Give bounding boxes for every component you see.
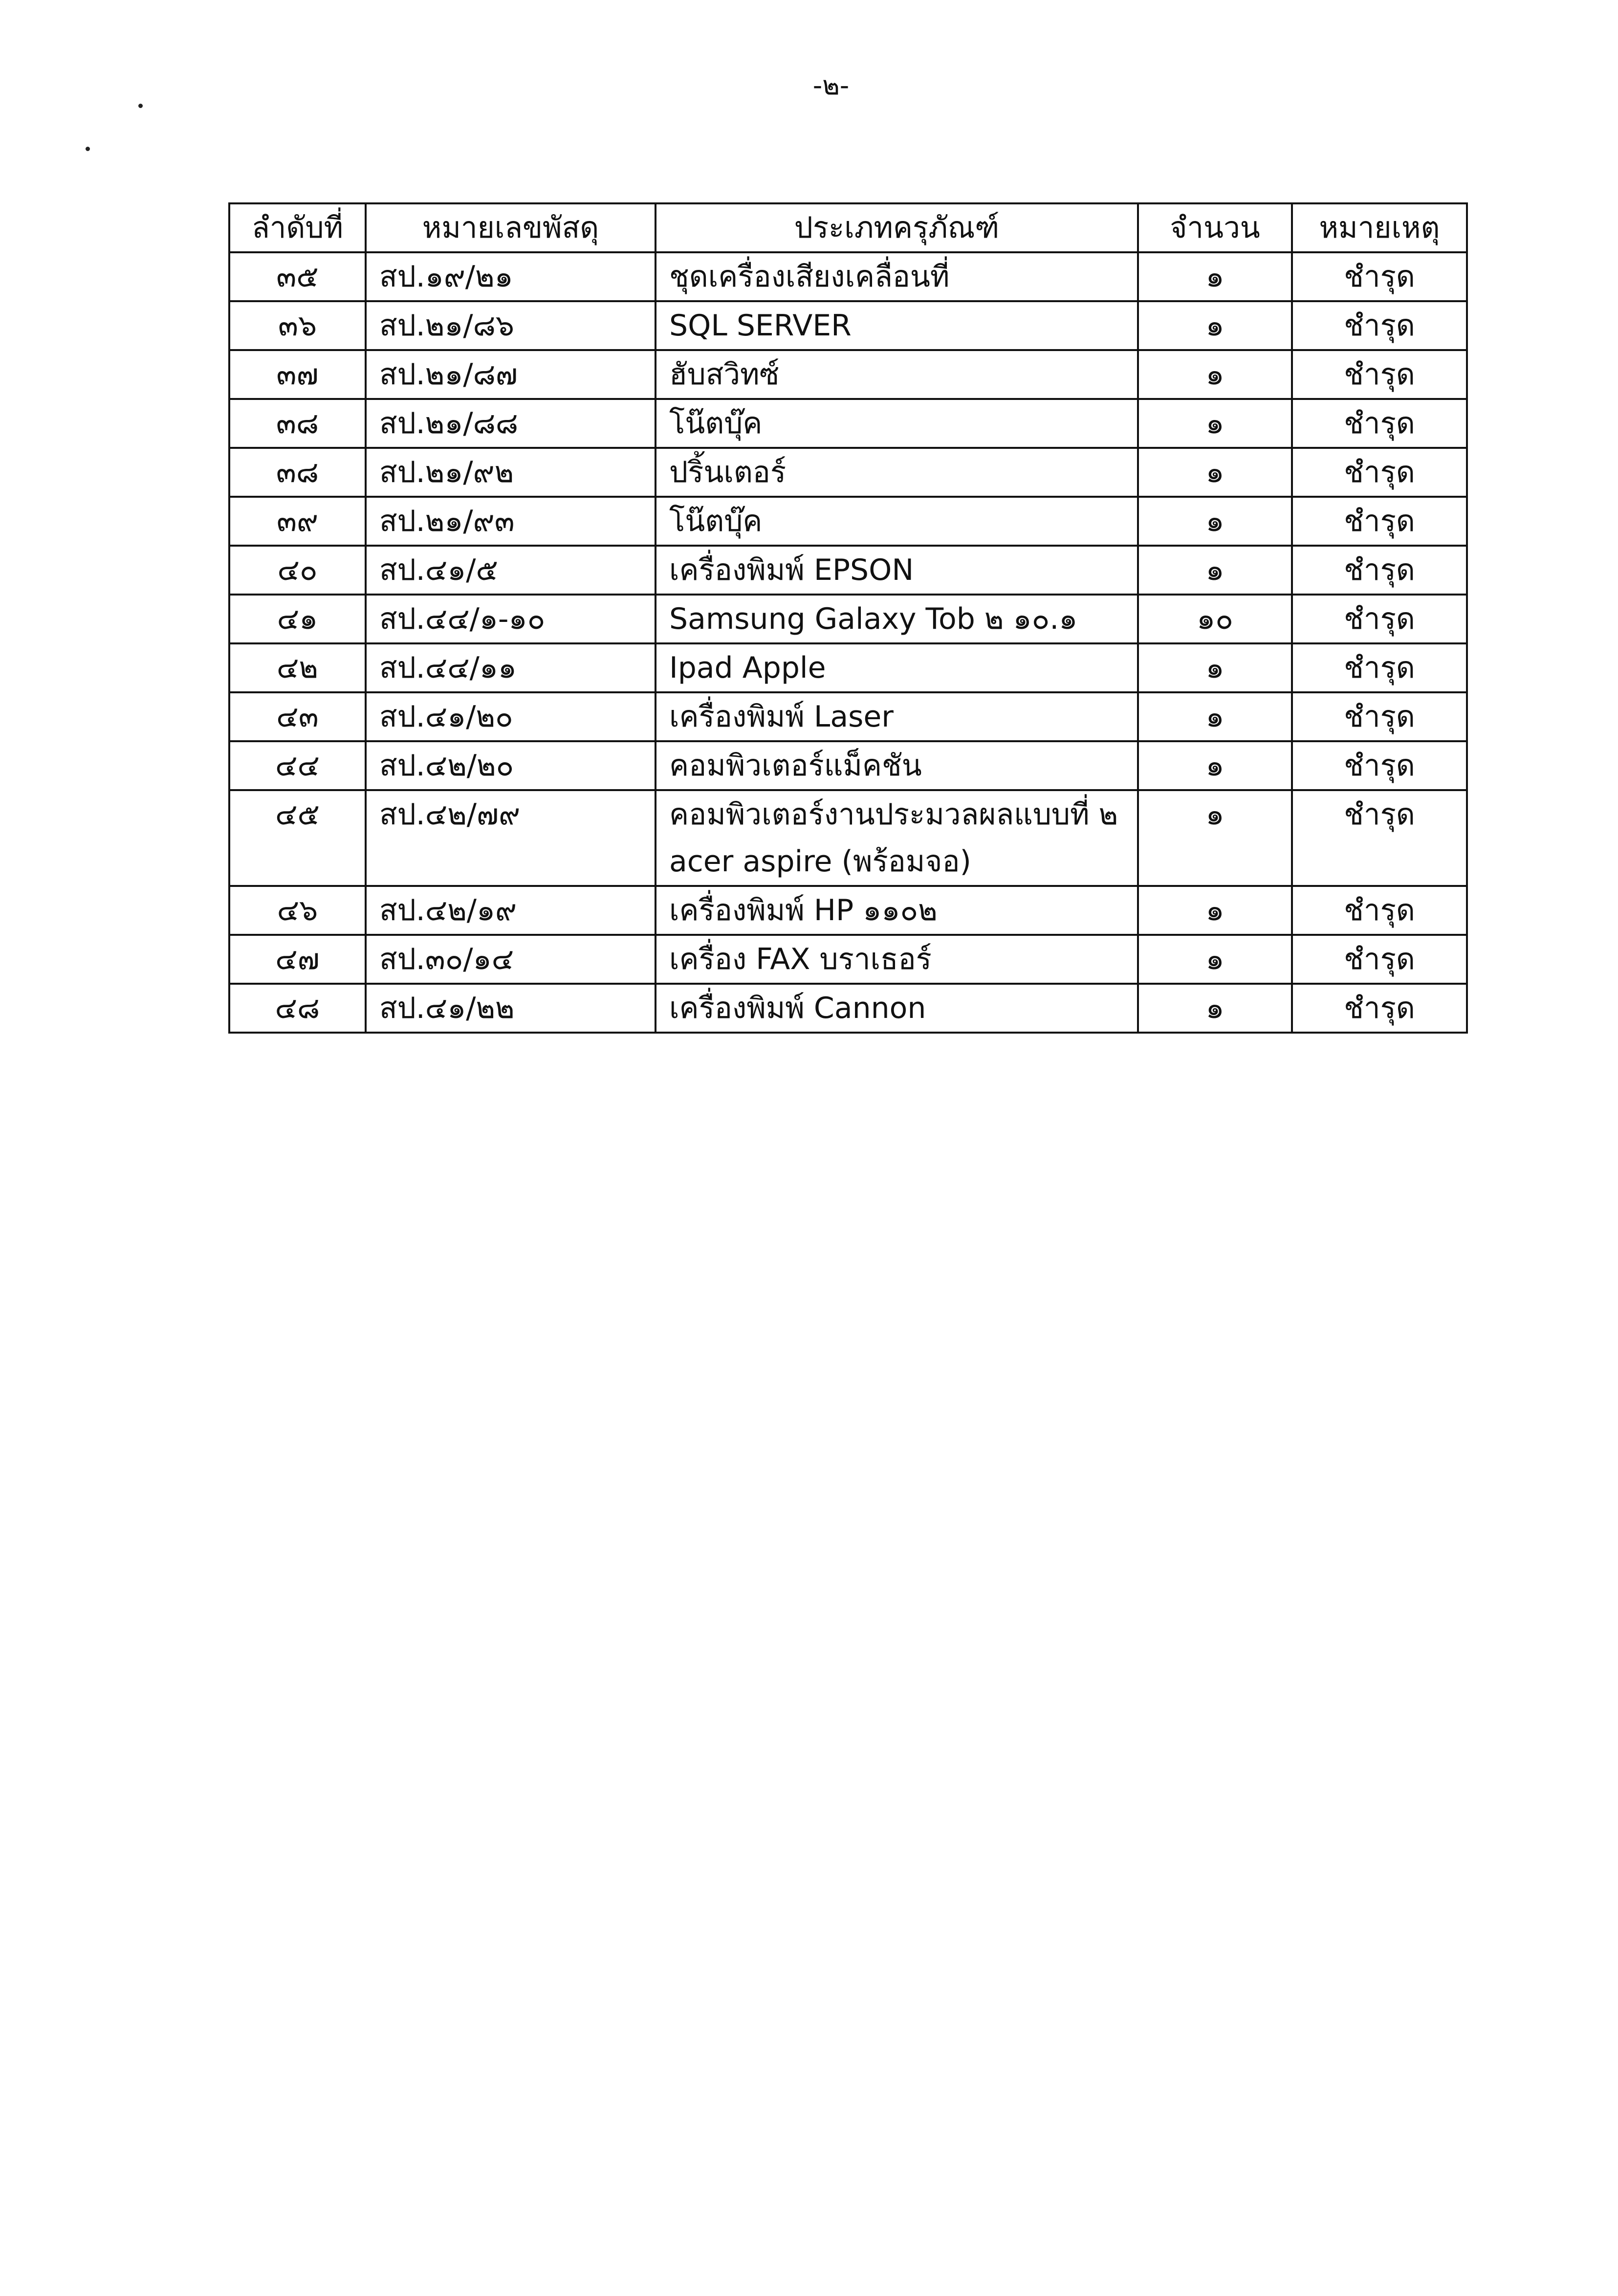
cell-note: ชำรุด <box>1292 692 1467 741</box>
cell-seq: ๓๖ <box>229 301 366 350</box>
cell-seq: ๔๑ <box>229 595 366 643</box>
cell-seq: ๔๗ <box>229 935 366 984</box>
cell-code: สป.๔๑/๒๐ <box>366 692 656 741</box>
cell-type: คอมพิวเตอร์แม็คชัน <box>656 741 1138 790</box>
cell-code: สป.๔๒/๑๙ <box>366 886 656 935</box>
cell-code: สป.๔๔/๑๑ <box>366 643 656 692</box>
cell-note: ชำรุด <box>1292 301 1467 350</box>
cell-qty: ๑ <box>1138 643 1292 692</box>
header-note: หมายเหตุ <box>1292 203 1467 252</box>
cell-code: สป.๔๒/๒๐ <box>366 741 656 790</box>
cell-seq: ๔๐ <box>229 546 366 595</box>
cell-qty: ๑ <box>1138 935 1292 984</box>
cell-note: ชำรุด <box>1292 984 1467 1033</box>
table-row <box>229 448 1467 497</box>
cell-type: Samsung Galaxy Tob ๒ ๑๐.๑ <box>656 595 1138 643</box>
cell-code: สป.๓๐/๑๔ <box>366 935 656 984</box>
page-number: -๒- <box>812 70 850 101</box>
cell-type-line-1: คอมพิวเตอร์งานประมวลผลแบบที่ ๒ <box>669 797 1118 832</box>
cell-code: สป.๔๑/๒๒ <box>366 984 656 1033</box>
cell-note: ชำรุด <box>1292 935 1467 984</box>
table-row <box>229 692 1467 741</box>
cell-seq: ๓๘ <box>229 399 366 448</box>
cell-code: สป.๔๑/๕ <box>366 546 656 595</box>
cell-type: เครื่องพิมพ์ HP ๑๑๐๒ <box>656 886 1138 935</box>
cell-type: เครื่องพิมพ์ Laser <box>656 692 1138 741</box>
header-seq: ลำดับที่ <box>229 203 366 252</box>
cell-note: ชำรุด <box>1292 595 1467 643</box>
cell-code: สป.๒๑/๙๒ <box>366 448 656 497</box>
table-row <box>229 252 1467 301</box>
cell-type: Ipad Apple <box>656 643 1138 692</box>
cell-seq: ๔๕ <box>229 790 366 886</box>
table-header-row <box>229 203 1467 252</box>
cell-code: สป.๑๙/๒๑ <box>366 252 656 301</box>
cell-qty: ๑๐ <box>1138 595 1292 643</box>
cell-type: เครื่องพิมพ์ EPSON <box>656 546 1138 595</box>
table-row <box>229 350 1467 399</box>
cell-qty: ๑ <box>1138 546 1292 595</box>
cell-seq: ๔๓ <box>229 692 366 741</box>
cell-qty: ๑ <box>1138 252 1292 301</box>
cell-seq: ๔๘ <box>229 984 366 1033</box>
table-row <box>229 741 1467 790</box>
cell-code: สป.๒๑/๘๗ <box>366 350 656 399</box>
cell-code: สป.๔๒/๗๙ <box>366 790 656 886</box>
table-row <box>229 935 1467 984</box>
header-qty: จำนวน <box>1138 203 1292 252</box>
table-row <box>229 886 1467 935</box>
cell-note: ชำรุด <box>1292 448 1467 497</box>
cell-seq: ๔๔ <box>229 741 366 790</box>
cell-qty: ๑ <box>1138 886 1292 935</box>
cell-seq: ๔๒ <box>229 643 366 692</box>
cell-type: โน๊ตบุ๊ค <box>656 497 1138 546</box>
cell-type: เครื่อง FAX บราเธอร์ <box>656 935 1138 984</box>
table-row <box>229 790 1467 886</box>
table-row <box>229 301 1467 350</box>
cell-note: ชำรุด <box>1292 790 1467 886</box>
cell-note: ชำรุด <box>1292 546 1467 595</box>
cell-qty: ๑ <box>1138 692 1292 741</box>
cell-type: เครื่องพิมพ์ Cannon <box>656 984 1138 1033</box>
cell-type: ฮับสวิทซ์ <box>656 350 1138 399</box>
cell-code: สป.๒๑/๙๓ <box>366 497 656 546</box>
cell-qty: ๑ <box>1138 497 1292 546</box>
cell-code: สป.๒๑/๘๖ <box>366 301 656 350</box>
cell-type <box>656 790 1138 886</box>
table-row <box>229 595 1467 643</box>
cell-type-line-2: acer aspire (พร้อมจอ) <box>669 844 971 879</box>
table-row <box>229 399 1467 448</box>
cell-note: ชำรุด <box>1292 252 1467 301</box>
cell-seq: ๓๙ <box>229 497 366 546</box>
cell-note: ชำรุด <box>1292 350 1467 399</box>
cell-qty: ๑ <box>1138 448 1292 497</box>
cell-seq: ๔๖ <box>229 886 366 935</box>
cell-qty: ๑ <box>1138 350 1292 399</box>
cell-type: ปริ้นเตอร์ <box>656 448 1138 497</box>
cell-note: ชำรุด <box>1292 497 1467 546</box>
cell-code: สป.๒๑/๘๘ <box>366 399 656 448</box>
header-code: หมายเลขพัสดุ <box>366 203 656 252</box>
cell-qty: ๑ <box>1138 984 1292 1033</box>
table-row <box>229 497 1467 546</box>
cell-code: สป.๔๔/๑-๑๐ <box>366 595 656 643</box>
cell-qty: ๑ <box>1138 399 1292 448</box>
cell-note: ชำรุด <box>1292 886 1467 935</box>
cell-note: ชำรุด <box>1292 399 1467 448</box>
cell-seq: ๓๗ <box>229 350 366 399</box>
cell-seq: ๓๘ <box>229 448 366 497</box>
cell-note: ชำรุด <box>1292 741 1467 790</box>
cell-note: ชำรุด <box>1292 643 1467 692</box>
header-type: ประเภทครุภัณฑ์ <box>656 203 1138 252</box>
table-row <box>229 643 1467 692</box>
cell-type: ชุดเครื่องเสียงเคลื่อนที่ <box>656 252 1138 301</box>
table-row <box>229 984 1467 1033</box>
cell-qty: ๑ <box>1138 301 1292 350</box>
cell-seq: ๓๕ <box>229 252 366 301</box>
table-row <box>229 546 1467 595</box>
cell-type: โน๊ตบุ๊ค <box>656 399 1138 448</box>
scan-speck <box>138 104 143 108</box>
scan-speck <box>86 147 90 151</box>
cell-type: SQL SERVER <box>656 301 1138 350</box>
cell-qty: ๑ <box>1138 790 1292 886</box>
equipment-table <box>228 202 1468 1034</box>
cell-qty: ๑ <box>1138 741 1292 790</box>
